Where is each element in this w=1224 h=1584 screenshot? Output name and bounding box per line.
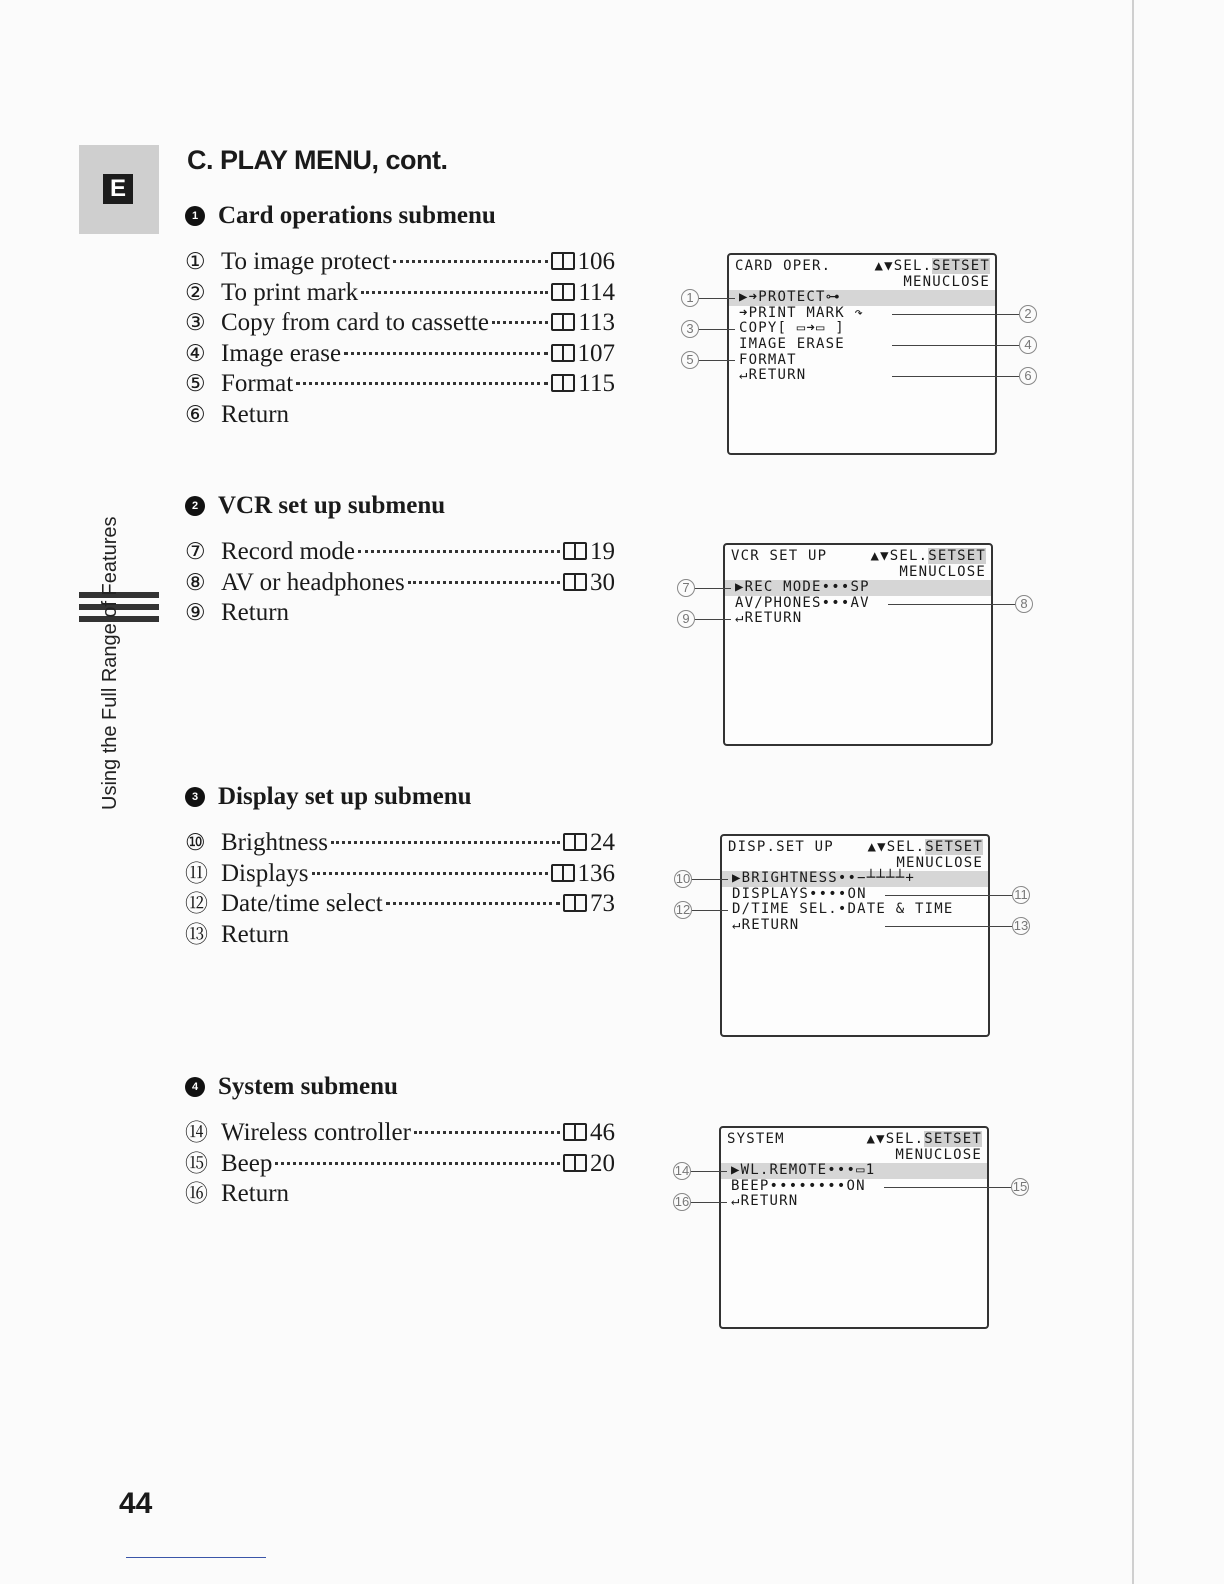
- item-label: Return: [221, 1180, 290, 1207]
- item-label: Return: [221, 400, 290, 428]
- screen-card-oper: [727, 253, 997, 455]
- page-reference: 20: [590, 1149, 615, 1177]
- screen-menu-item: AV/PHONES•••AV: [735, 594, 870, 611]
- callout-leader-line: [885, 895, 1012, 896]
- callout-leader-line: [885, 926, 1012, 927]
- list-item: [185, 369, 615, 400]
- screen-vcr-set-up: [723, 543, 993, 746]
- page-reference: 19: [590, 538, 615, 565]
- list-item: [185, 278, 615, 309]
- item-label: To image protect: [221, 248, 391, 275]
- item-label: Wireless controller: [221, 1119, 411, 1146]
- page-reference-book-icon: [551, 374, 575, 392]
- list-item: [185, 828, 615, 859]
- page-reference-book-icon: [551, 864, 575, 882]
- list-item: [185, 1118, 615, 1149]
- screen-menu-item-selected: ▶BRIGHTNESS••−┴┴┴┴+: [722, 871, 988, 887]
- item-label: Beep: [221, 1149, 273, 1177]
- callout-leader-line: [892, 345, 1019, 346]
- screen-menu-item: IMAGE ERASE: [739, 335, 845, 352]
- set-hint: SETSET: [932, 258, 990, 274]
- footer-rule: [126, 1557, 266, 1558]
- callout-leader-line: [699, 298, 735, 299]
- callout-leader-line: [699, 329, 735, 330]
- item-number: ①: [185, 249, 206, 274]
- item-number: ⑭: [185, 1120, 208, 1145]
- dot-leader: [358, 550, 560, 553]
- screen-menu-item: COPY[ ▭➜▭ ]: [739, 320, 845, 337]
- dot-leader: [393, 260, 547, 263]
- callout-leader-line: [884, 1187, 1011, 1188]
- item-label: Record mode: [221, 538, 355, 565]
- callout-number: 7: [677, 579, 695, 597]
- dot-leader: [344, 352, 547, 355]
- dot-leader: [408, 581, 560, 584]
- item-number: ⑮: [185, 1150, 208, 1176]
- chapter-tab-letter: E: [103, 174, 133, 204]
- callout-number: 2: [1019, 305, 1037, 323]
- list-item: [185, 339, 615, 370]
- callout-leader-line: [691, 1171, 727, 1172]
- list-item: [185, 1179, 615, 1210]
- item-label: To print mark: [221, 278, 359, 306]
- callout-leader-line: [692, 879, 728, 880]
- screen-menu-item: ↵RETURN: [732, 916, 800, 933]
- page-reference-book-icon: [551, 252, 575, 270]
- item-number: ⑥: [185, 401, 206, 427]
- item-label: Copy from card to cassette: [221, 309, 489, 336]
- page-reference-book-icon: [563, 542, 587, 560]
- page-reference: 115: [578, 370, 615, 397]
- item-number: ③: [185, 310, 206, 335]
- callout-number: 9: [677, 610, 695, 628]
- page-reference-book-icon: [563, 894, 587, 912]
- screen-menu-item: ↵RETURN: [735, 610, 803, 627]
- screen-header: [721, 1128, 987, 1148]
- close-hint: MENUCLOSE: [895, 1146, 982, 1163]
- screen-menu-item: D/TIME SEL.•DATE & TIME: [732, 901, 954, 918]
- set-hint: SETSET: [928, 548, 986, 564]
- page-title: C. PLAY MENU, cont.: [187, 145, 448, 175]
- dot-leader: [275, 1162, 560, 1165]
- page-reference-book-icon: [551, 283, 575, 301]
- callout-leader-line: [892, 314, 1019, 315]
- item-list: [185, 247, 615, 430]
- item-number: ⑤: [185, 371, 206, 396]
- item-number: ⑫: [185, 891, 208, 916]
- page-reference-book-icon: [563, 833, 587, 851]
- list-item: [185, 247, 615, 278]
- close-hint: MENUCLOSE: [896, 854, 983, 871]
- section-title: 4 System submenu: [185, 1070, 615, 1104]
- page-reference: 73: [590, 890, 615, 917]
- callout-leader-line: [892, 376, 1019, 377]
- callout-number: 6: [1019, 367, 1037, 385]
- screen-system: [719, 1126, 989, 1329]
- dot-leader: [386, 902, 560, 905]
- page-reference-book-icon: [551, 313, 575, 331]
- callout-number: 11: [1012, 886, 1030, 904]
- item-label: Displays: [221, 859, 309, 887]
- bullet-number-icon: 3: [185, 787, 205, 807]
- screen-header: [725, 545, 991, 565]
- item-list: [185, 828, 615, 950]
- screen-title: VCR SET UP: [731, 548, 828, 564]
- select-hint: ▲▼SEL.: [867, 839, 926, 855]
- callout-number: 14: [674, 1163, 690, 1178]
- item-label: AV or headphones: [221, 568, 405, 596]
- callout-leader-line: [691, 1202, 727, 1203]
- list-item: [185, 1149, 615, 1180]
- chapter-tab: [79, 145, 159, 234]
- callout-number: 8: [1015, 595, 1033, 613]
- select-hint: ▲▼SEL.: [874, 258, 933, 274]
- page-reference-book-icon: [563, 1123, 587, 1141]
- screen-menu-item: ↵RETURN: [739, 367, 807, 384]
- item-label: Brightness: [221, 829, 328, 856]
- select-hint: ▲▼SEL.: [866, 1131, 925, 1147]
- callout-number: 1: [681, 289, 699, 307]
- set-hint: SETSET: [925, 839, 983, 855]
- close-hint: MENUCLOSE: [903, 273, 990, 290]
- list-item: [185, 889, 615, 920]
- page-reference: 30: [590, 568, 615, 596]
- page-reference: 46: [590, 1119, 615, 1146]
- dot-leader: [361, 291, 548, 294]
- set-hint: SETSET: [924, 1131, 982, 1147]
- callout-number: 13: [1013, 917, 1029, 933]
- list-item: [185, 537, 615, 568]
- dot-leader: [312, 872, 548, 875]
- item-number: ⑩: [185, 830, 206, 855]
- screen-title: CARD OPER.: [735, 258, 832, 274]
- item-label: Date/time select: [221, 890, 383, 917]
- screen-menu-item: ↵RETURN: [731, 1193, 799, 1210]
- list-item: [185, 598, 615, 629]
- page-reference: 114: [578, 278, 615, 306]
- list-item: [185, 568, 615, 599]
- bullet-number-icon: 2: [185, 496, 205, 516]
- side-caption: Using the Full Range of Features: [99, 516, 121, 810]
- callout-leader-line: [888, 604, 1015, 605]
- screen-menu-item-selected: ▶WL.REMOTE•••▭1: [721, 1163, 987, 1179]
- list-item: [185, 400, 615, 431]
- item-list: [185, 537, 615, 629]
- section-card-operations: [185, 199, 615, 430]
- callout-number: 10: [675, 871, 691, 886]
- section-vcr-set-up: [185, 489, 615, 629]
- dot-leader: [492, 321, 548, 324]
- bullet-number-icon: 1: [185, 206, 205, 226]
- dot-leader: [414, 1131, 560, 1134]
- item-number: ⑯: [185, 1181, 208, 1206]
- screen-menu-item: FORMAT: [739, 351, 797, 368]
- screen-header: [722, 836, 988, 856]
- item-number: ②: [185, 279, 206, 305]
- item-number: ⑪: [185, 860, 208, 886]
- list-item: [185, 859, 615, 890]
- callout-number: 12: [675, 902, 691, 918]
- page-reference-book-icon: [563, 573, 587, 591]
- item-number: ⑧: [185, 569, 206, 595]
- page-reference: 24: [590, 829, 615, 856]
- item-label: Return: [221, 599, 290, 626]
- callout-leader-line: [695, 619, 731, 620]
- page-reference-book-icon: [551, 344, 575, 362]
- page-reference: 106: [577, 248, 615, 275]
- screen-disp-set-up: [720, 834, 990, 1037]
- item-number: ④: [185, 340, 206, 366]
- page-edge-rule: [1132, 0, 1134, 1584]
- page-reference: 136: [577, 859, 615, 887]
- screen-menu-item-selected: ▶➜PROTECT⊶: [729, 290, 995, 306]
- bullet-number-icon: 4: [185, 1077, 205, 1097]
- page-reference: 113: [578, 309, 615, 336]
- screen-header: [729, 255, 995, 275]
- item-number: ⑬: [185, 921, 208, 947]
- section-title: 1 Card operations submenu: [185, 199, 615, 233]
- screen-menu-item: BEEP••••••••ON: [731, 1177, 866, 1194]
- page-reference: 107: [577, 339, 615, 367]
- page-number: 44: [119, 1487, 153, 1520]
- callout-leader-line: [695, 588, 731, 589]
- callout-number: 3: [681, 320, 699, 338]
- section-title: 3 Display set up submenu: [185, 780, 615, 814]
- callout-number: 4: [1019, 336, 1037, 354]
- section-display-set-up: [185, 780, 615, 950]
- screen-title: SYSTEM: [727, 1131, 785, 1147]
- list-item: [185, 920, 615, 951]
- dot-leader: [296, 382, 548, 385]
- item-number: ⑦: [185, 539, 206, 564]
- screen-menu-item: DISPLAYS••••ON: [732, 885, 867, 902]
- list-item: [185, 308, 615, 339]
- callout-number: 15: [1012, 1178, 1028, 1194]
- close-hint: MENUCLOSE: [899, 563, 986, 580]
- item-label: Format: [221, 370, 294, 397]
- section-system: [185, 1070, 615, 1210]
- callout-leader-line: [692, 910, 728, 911]
- screen-title: DISP.SET UP: [728, 839, 834, 855]
- select-hint: ▲▼SEL.: [870, 548, 929, 564]
- screen-menu-item: ➜PRINT MARK ↷: [739, 304, 865, 321]
- item-label: Return: [221, 920, 290, 948]
- screen-menu-item-selected: ▶REC MODE•••SP: [725, 580, 991, 596]
- callout-leader-line: [699, 360, 735, 361]
- callout-number: 16: [674, 1194, 690, 1210]
- callout-number: 5: [681, 351, 699, 369]
- page-reference-book-icon: [563, 1154, 587, 1172]
- item-list: [185, 1118, 615, 1210]
- section-title: 2 VCR set up submenu: [185, 489, 615, 523]
- item-label: Image erase: [221, 339, 342, 367]
- item-number: ⑨: [185, 600, 206, 625]
- dot-leader: [331, 841, 560, 844]
